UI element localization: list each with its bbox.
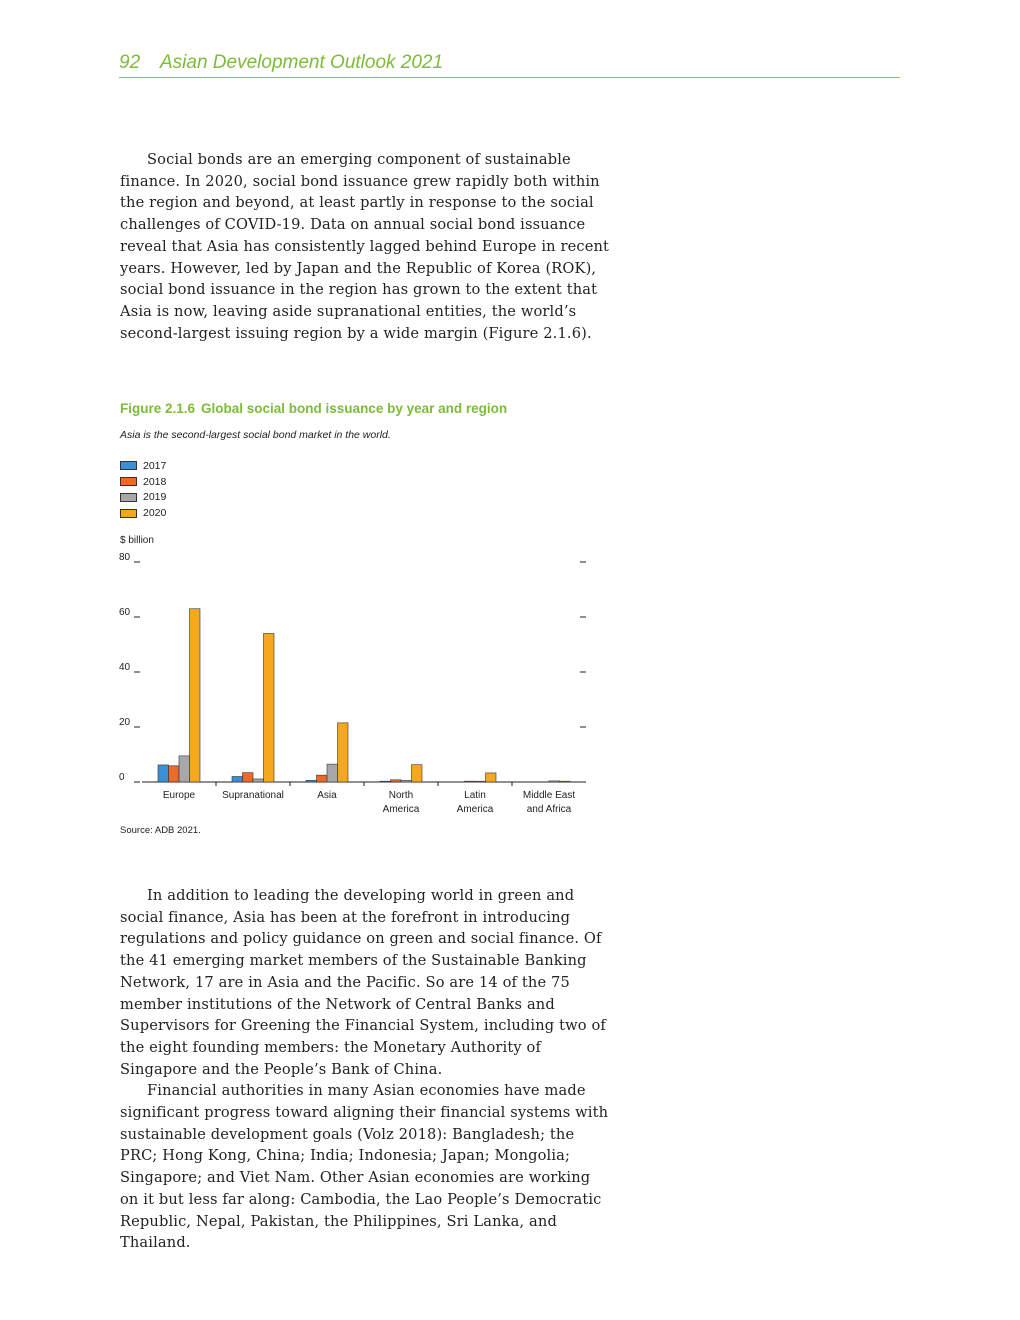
bar-2019: [327, 764, 338, 782]
legend-swatch: [120, 509, 137, 518]
bar-2019: [401, 780, 412, 782]
legend-item: [120, 458, 166, 474]
bar-2017: [306, 780, 317, 782]
legend-item: [120, 474, 166, 490]
bar-2019: [179, 756, 190, 782]
chart-legend: [120, 458, 166, 521]
x-category-label: Supranational: [222, 790, 284, 801]
x-category-label: America: [382, 804, 420, 815]
legend-label: 2019: [143, 491, 167, 504]
intro-paragraph: Social bonds are an emerging component of sustainable finance. In 2020, social bond issuance grew rapidly both within the region and beyond, at least partly in response to the social challenges of COVID-19. Data on annual social bond issuance reveal that Asia has consistently lagged behind Europe in recent years. However, led by Japan and the Republic of Korea (ROK), social bond issuance in the region has grown to the extent that Asia is now, leaving aside supranational entities, the world’s second-largest issuing region by a wide margin (Figure 2.1.6).: [120, 151, 610, 342]
bar-2018: [317, 775, 328, 782]
figure-number: Figure 2.1.6: [120, 401, 196, 416]
y-tick-label: 80: [119, 552, 131, 563]
x-category-label: North: [388, 790, 414, 801]
x-category-label: and Africa: [526, 804, 572, 815]
y-tick-label: 0: [119, 772, 125, 783]
body-text: [120, 885, 610, 1254]
bar-2018: [465, 781, 476, 782]
bar-2018: [243, 773, 254, 782]
y-tick-label: 40: [119, 662, 131, 673]
x-category-label: Europe: [162, 790, 196, 801]
x-category-label: Latin: [464, 790, 486, 801]
bar-2017: [158, 765, 169, 782]
figure-title: [120, 401, 720, 416]
x-category-label: America: [456, 804, 494, 815]
legend-label: 2017: [143, 459, 167, 472]
legend-label: 2018: [143, 475, 167, 488]
legend-item: [120, 505, 166, 521]
bar-2019: [549, 781, 560, 782]
legend-label: 2020: [143, 507, 167, 520]
figure-subtitle: Asia is the second-largest social bond market in the world.: [120, 429, 391, 441]
figure-source: Source: ADB 2021.: [120, 825, 201, 836]
bar-2020: [412, 765, 423, 782]
bar-2018: [391, 780, 402, 782]
legend-swatch: [120, 477, 137, 486]
bar-2020: [486, 773, 497, 782]
body-paragraph: Financial authorities in many Asian economies have made significant progress toward aligning their financial systems with sustainable development goals (Volz 2018): Bangladesh; the PRC; Hong Kong, China; India; Indonesia; Japan; Mongolia; Singapore; and Viet Nam. Other Asian economies are working on it but less far along: Cambodia, the Lao People’s Democratic Republic, Nepal, Pakistan, the Philippines, Sri Lanka, and Thailand.: [120, 1082, 609, 1252]
running-header: [119, 52, 900, 78]
y-tick-label: 60: [119, 607, 131, 618]
legend-swatch: [120, 461, 137, 470]
x-category-label: Asia: [317, 790, 337, 801]
body-paragraph: In addition to leading the developing world in green and social finance, Asia has been at the forefront in introducing regulations and policy guidance on green and social finance. Of the 41 emerging market members of the Sustainable Banking Network, 17 are in Asia and the Pacific. So are 14 of the 75 member institutions of the Network of Central Banks and Supervisors for Greening the Financial System, including two of the eight founding members: the Monetary Authority of Singapore and the People’s Bank of China.: [120, 887, 606, 1078]
y-axis-unit-label: $ billion: [120, 535, 154, 546]
bar-2018: [169, 766, 180, 782]
bar-2020: [338, 723, 349, 782]
bar-2017: [380, 781, 391, 782]
legend-item: [120, 490, 166, 506]
bar-chart: [110, 550, 600, 820]
bar-2017: [232, 777, 243, 783]
publication-title: Asian Development Outlook 2021: [160, 52, 444, 73]
bar-2019: [253, 779, 264, 782]
page-number: 92: [119, 52, 141, 73]
bar-2020: [190, 609, 201, 782]
figure-title-text: Global social bond issuance by year and region: [201, 401, 508, 416]
bar-2020: [264, 634, 275, 783]
bar-2020: [560, 781, 571, 782]
x-category-label: Middle East: [522, 790, 576, 801]
y-tick-label: 20: [119, 717, 131, 728]
intro-paragraph-block: [120, 149, 610, 344]
bar-2019: [475, 781, 486, 782]
legend-swatch: [120, 493, 137, 502]
